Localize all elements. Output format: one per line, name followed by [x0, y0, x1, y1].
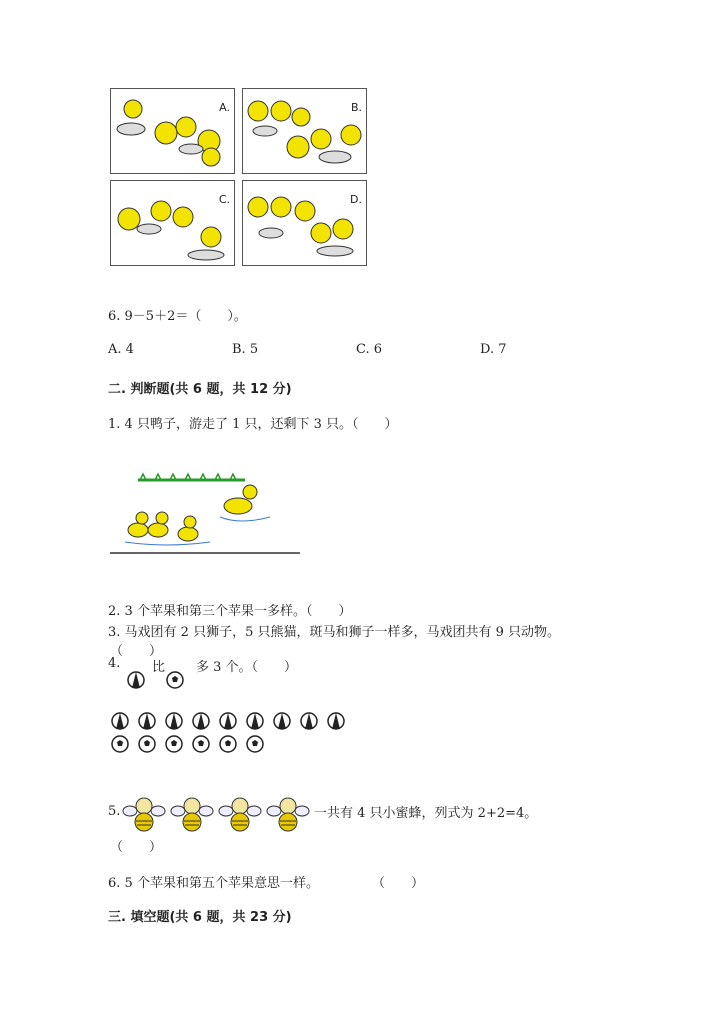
bee-icon [170, 793, 214, 833]
bee-icon [218, 793, 262, 833]
beach-ball-icon [272, 711, 292, 731]
judge-item-3: 3. 马戏团有 2 只狮子，5 只熊猫，斑马和狮子一样多，马戏团共有 9 只动物。 [108, 625, 561, 640]
judge-item-1: 1. 4 只鸭子，游走了 1 只，还剩下 3 只。（ ） [108, 417, 398, 432]
judge-item-5-number: 5. [108, 804, 121, 819]
beach-ball-icon [299, 711, 319, 731]
soccer-ball-row [110, 734, 265, 754]
panel-label: D. [350, 193, 362, 206]
section-heading: 二. 判断题(共 6 题，共 12 分) [108, 382, 292, 397]
beach-ball-icon [110, 711, 130, 731]
question-6: 6. 9－5＋2＝（ ）。 [108, 309, 247, 324]
soccer-ball-icon [110, 734, 130, 754]
beach-ball-icon [164, 711, 184, 731]
panel-label: B. [350, 101, 362, 114]
answer-blank[interactable]: （ ） [110, 840, 163, 855]
option-a[interactable]: A. 4 [108, 342, 134, 357]
duck-illustration [110, 462, 300, 558]
soccer-ball-icon [245, 734, 265, 754]
judge-item-4-number: 4. [108, 656, 121, 671]
judge-item-4-compare: 比 [152, 660, 166, 675]
panel-label: C. [218, 193, 230, 206]
judge-item-2: 2. 3 个苹果和第三个苹果一多样。（ ） [108, 604, 352, 619]
beach-ball-icon [326, 711, 346, 731]
chick-panel-b [242, 88, 367, 174]
chick-illustration [111, 89, 234, 173]
beach-ball-icon [137, 711, 157, 731]
beach-ball-icon [218, 711, 238, 731]
soccer-ball-icon [164, 734, 184, 754]
soccer-ball-icon [165, 670, 185, 690]
chick-panel-a [110, 88, 235, 174]
beach-ball-row [110, 711, 346, 731]
soccer-ball-icon [191, 734, 211, 754]
soccer-ball-icon [137, 734, 157, 754]
panel-label: A. [219, 101, 230, 114]
judge-item-6: 6. 5 个苹果和第五个苹果意思一样。 [108, 876, 319, 891]
bee-icon [122, 793, 166, 833]
bee-icon [266, 793, 310, 833]
chick-illustration [243, 89, 366, 173]
beach-ball-icon [126, 670, 146, 690]
beach-ball-icon [191, 711, 211, 731]
chick-panel-d [242, 180, 367, 266]
section-heading: 三. 填空题(共 6 题，共 23 分) [108, 910, 292, 925]
judge-item-4-text: 多 3 个。（ ） [196, 660, 298, 675]
bee-row [122, 793, 310, 833]
judge-item-5-text: 一共有 4 只小蜜蜂，列式为 2+2=4。 [314, 806, 538, 821]
answer-blank[interactable]: （ ） [110, 644, 163, 659]
answer-blank[interactable]: （ ） [372, 876, 425, 891]
chick-illustration [111, 181, 234, 265]
chick-illustration [243, 181, 366, 265]
option-c[interactable]: C. 6 [356, 342, 383, 357]
beach-ball-icon [245, 711, 265, 731]
option-d[interactable]: D. 7 [480, 342, 507, 357]
option-b[interactable]: B. 5 [232, 342, 259, 357]
soccer-ball-icon [218, 734, 238, 754]
chick-panel-c [110, 180, 235, 266]
